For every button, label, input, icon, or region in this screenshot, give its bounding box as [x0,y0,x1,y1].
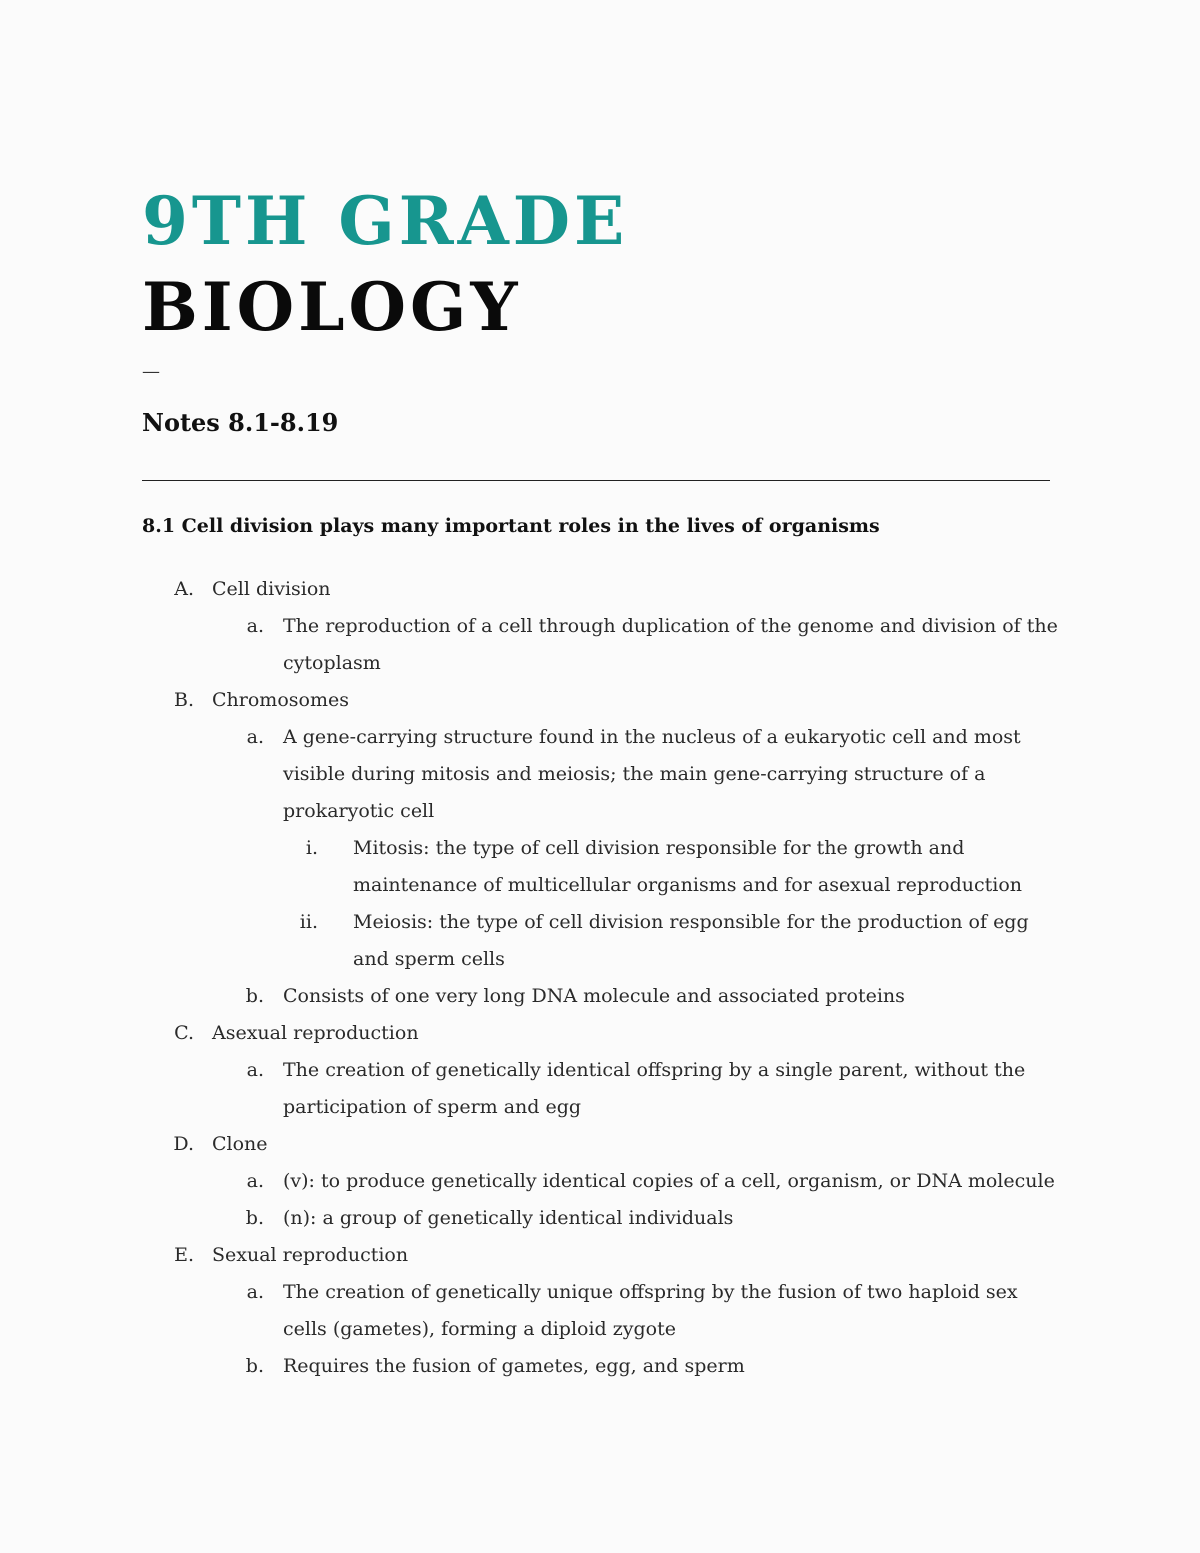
outline-marker: C. [174,1022,194,1044]
outline-item-level-1 [142,682,1062,719]
outline-marker: B. [173,689,194,711]
outline-item-level-3 [142,830,1062,904]
outline-text: The creation of genetically identical offspring by a single parent, without the participation of sperm and egg [283,1059,1026,1118]
outline-list [142,571,1062,1385]
outline-marker: i. [305,837,318,859]
outline-text: Meiosis: the type of cell division responsible for the production of egg and sperm cells [353,911,1029,970]
outline-text: Cell division [212,578,331,600]
outline-item-level-2 [142,1274,1062,1348]
outline-marker: b. [245,1207,264,1229]
outline-item-level-1 [142,571,1062,608]
outline-marker: a. [246,1059,264,1081]
outline-text: (n): a group of genetically identical individuals [283,1207,734,1229]
outline-item-level-2 [142,1348,1062,1385]
outline-text: Clone [212,1133,268,1155]
outline-marker: D. [173,1133,194,1155]
title-grade: 9TH GRADE [142,182,629,260]
outline-item-level-2 [142,608,1062,682]
outline-marker: a. [246,1170,264,1192]
outline-text: The creation of genetically unique offspring by the fusion of two haploid sex cells (gametes), forming a diploid zygote [283,1281,1018,1340]
outline-marker: A. [174,578,194,600]
outline-text: The reproduction of a cell through duplication of the genome and division of the cytoplasm [283,615,1058,674]
outline-item-level-2 [142,1052,1062,1126]
outline-marker: a. [246,615,264,637]
outline-item-level-2 [142,719,1062,830]
title-dash: — [142,361,160,382]
outline-text: (v): to produce genetically identical copies of a cell, organism, or DNA molecule [283,1170,1055,1192]
outline-item-level-2 [142,978,1062,1015]
outline-text: Consists of one very long DNA molecule and associated proteins [283,985,905,1007]
outline-marker: E. [174,1244,194,1266]
outline-item-level-1 [142,1126,1062,1163]
outline-item-level-1 [142,1015,1062,1052]
document-page [142,178,1062,1385]
outline-marker: a. [246,1281,264,1303]
outline-item-level-2 [142,1200,1062,1237]
outline-text: Chromosomes [212,689,349,711]
horizontal-rule [142,480,1050,481]
outline-text: Asexual reproduction [212,1022,419,1044]
outline-marker: ii. [299,911,318,933]
notes-subtitle: Notes 8.1-8.19 [142,408,339,437]
outline-marker: b. [245,1355,264,1377]
outline-text: Mitosis: the type of cell division responsible for the growth and maintenance of multicellular organisms and for asexual reproduction [353,837,1023,896]
outline-text: Requires the fusion of gametes, egg, and sperm [283,1355,745,1377]
section-heading: 8.1 Cell division plays many important roles in the lives of organisms [142,515,880,537]
outline-item-level-2 [142,1163,1062,1200]
outline-marker: b. [245,985,264,1007]
outline-marker: a. [246,726,264,748]
outline-text: Sexual reproduction [212,1244,409,1266]
outline-item-level-1 [142,1237,1062,1274]
title-subject: BIOLOGY [142,268,522,346]
outline-text: A gene-carrying structure found in the nucleus of a eukaryotic cell and most visible during mitosis and meiosis; the main gene-carrying structure of a prokaryotic cell [283,726,1021,822]
outline-item-level-3 [142,904,1062,978]
